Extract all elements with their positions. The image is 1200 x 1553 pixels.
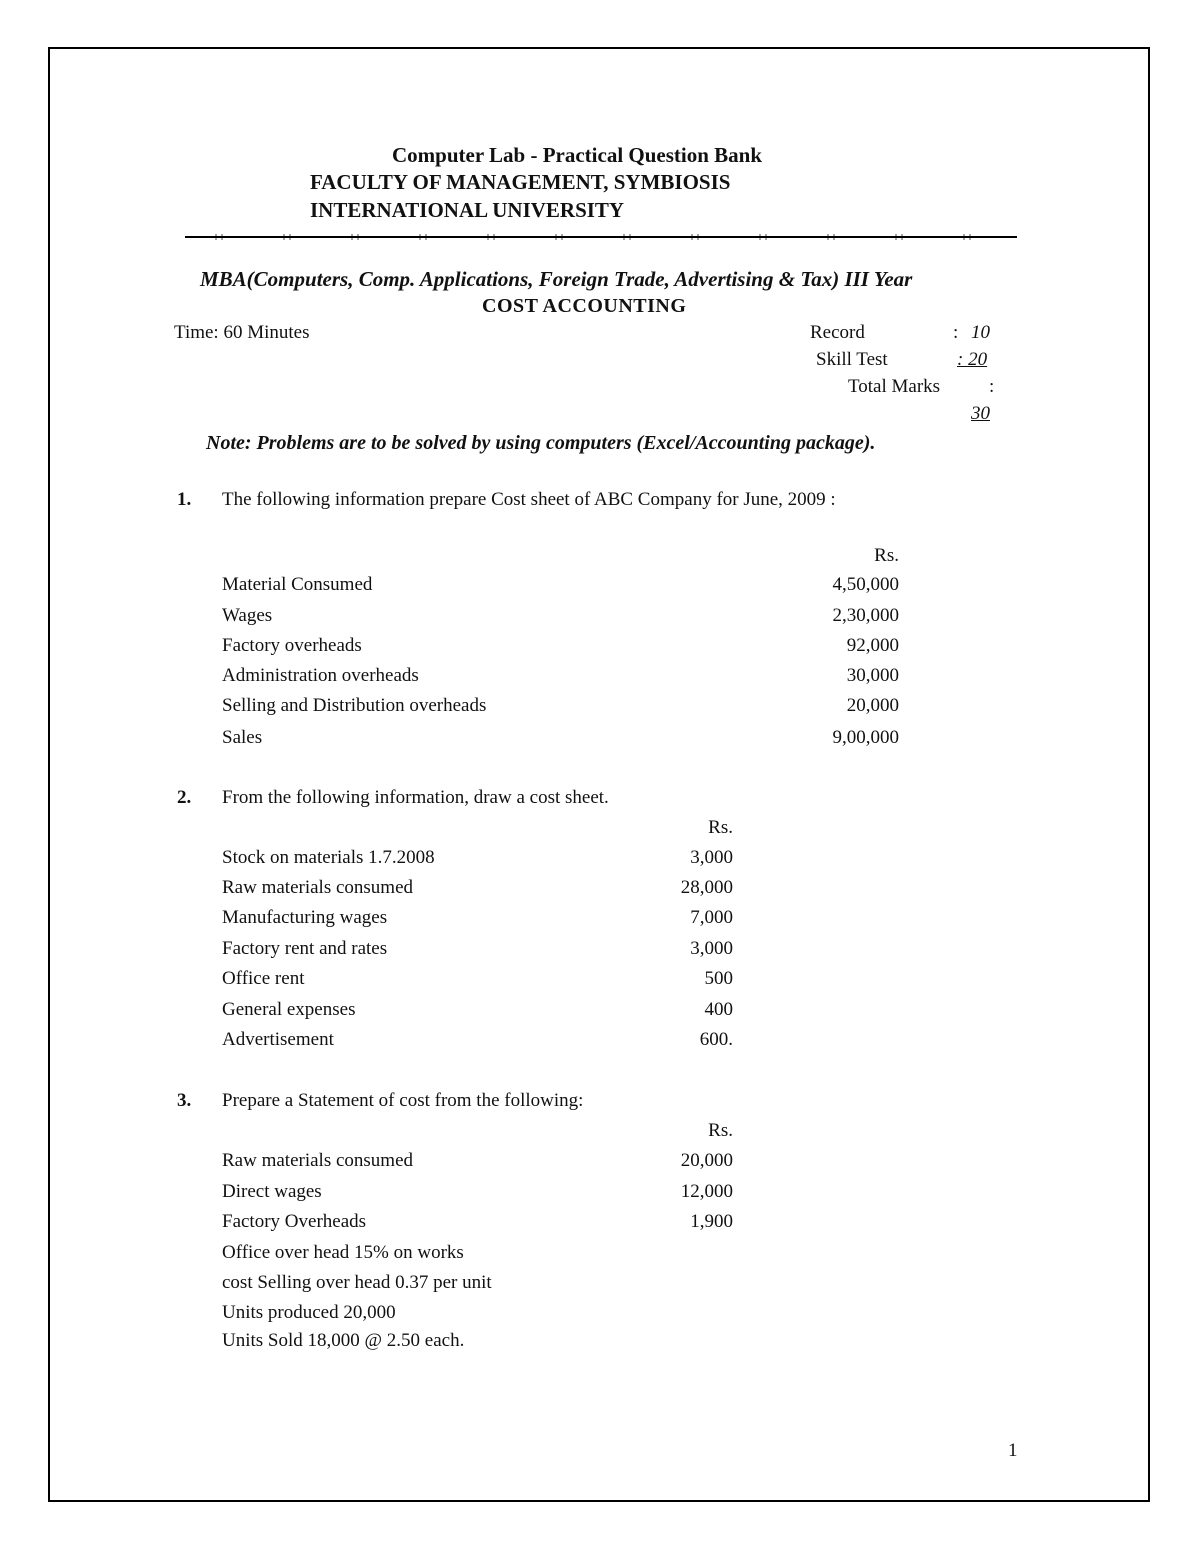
item-label: Raw materials consumed (222, 877, 414, 898)
skill-test-marks: : 20 (957, 349, 988, 370)
item-label: Factory Overheads (222, 1211, 367, 1232)
currency-header: Rs. (708, 1120, 733, 1141)
record-colon: : (953, 322, 959, 343)
course-title: MBA(Computers, Comp. Applications, Foreign Trade, Advertising & Tax) III Year (200, 267, 913, 291)
item-note: Units produced 20,000 (222, 1302, 396, 1323)
item-amount: 500 (704, 968, 733, 989)
subject-title: COST ACCOUNTING (482, 295, 687, 317)
question-number: 3. (177, 1090, 192, 1111)
item-label: Selling and Distribution overheads (222, 695, 487, 716)
question-number: 2. (177, 787, 192, 808)
instruction-note: Note: Problems are to be solved by using computers (Excel/Accounting package). (206, 432, 876, 454)
item-note: Units Sold 18,000 @ 2.50 each. (222, 1330, 465, 1351)
item-label: Manufacturing wages (222, 907, 388, 928)
item-amount: 3,000 (690, 847, 733, 868)
item-label: Office rent (222, 968, 305, 989)
item-amount: 7,000 (690, 907, 733, 928)
item-amount: 30,000 (846, 665, 899, 686)
item-amount: 2,30,000 (832, 605, 899, 626)
page-number: 1 (1008, 1440, 1018, 1461)
header-divider-pattern (185, 234, 1017, 240)
item-amount: 20,000 (846, 695, 899, 716)
record-marks: 10 (971, 322, 990, 343)
item-amount: 600. (699, 1029, 733, 1050)
currency-header: Rs. (708, 817, 733, 838)
currency-header: Rs. (874, 545, 899, 566)
doc-heading: Computer Lab - Practical Question Bank (392, 143, 763, 167)
item-label: Direct wages (222, 1181, 322, 1202)
item-amount: 28,000 (680, 877, 733, 898)
page-border (48, 47, 1150, 1502)
total-marks-value: 30 (971, 403, 990, 424)
question-text: The following information prepare Cost sheet of ABC Company for June, 2009 : (222, 489, 836, 510)
item-label: General expenses (222, 999, 356, 1020)
item-label: Material Consumed (222, 574, 373, 595)
university-name: INTERNATIONAL UNIVERSITY (310, 198, 625, 222)
item-label: Factory overheads (222, 635, 362, 656)
question-text: From the following information, draw a cost sheet. (222, 787, 609, 808)
item-amount: 92,000 (846, 635, 899, 656)
item-amount: 12,000 (680, 1181, 733, 1202)
item-amount: 3,000 (690, 938, 733, 959)
item-amount: 20,000 (680, 1150, 733, 1171)
item-amount: 1,900 (690, 1211, 733, 1232)
record-label: Record (810, 322, 865, 343)
question-number: 1. (177, 489, 192, 510)
item-note: cost Selling over head 0.37 per unit (222, 1272, 492, 1293)
item-label: Wages (222, 605, 273, 626)
item-label: Administration overheads (222, 665, 419, 686)
item-label: Advertisement (222, 1029, 334, 1050)
faculty-name: FACULTY OF MANAGEMENT, SYMBIOSIS (310, 170, 731, 194)
question-text: Prepare a Statement of cost from the following: (222, 1090, 584, 1111)
item-label: Raw materials consumed (222, 1150, 414, 1171)
skill-test-label: Skill Test (816, 349, 888, 370)
time-allowed: Time: 60 Minutes (174, 322, 310, 343)
item-amount: 4,50,000 (832, 574, 899, 595)
item-label: Stock on materials 1.7.2008 (222, 847, 435, 868)
total-marks-label: Total Marks (848, 376, 941, 397)
item-amount: 400 (704, 999, 733, 1020)
item-label: Factory rent and rates (222, 938, 388, 959)
item-note: Office over head 15% on works (222, 1242, 464, 1263)
item-label: Sales (222, 727, 263, 748)
total-marks-colon: : (989, 376, 995, 397)
item-amount: 9,00,000 (832, 727, 899, 748)
